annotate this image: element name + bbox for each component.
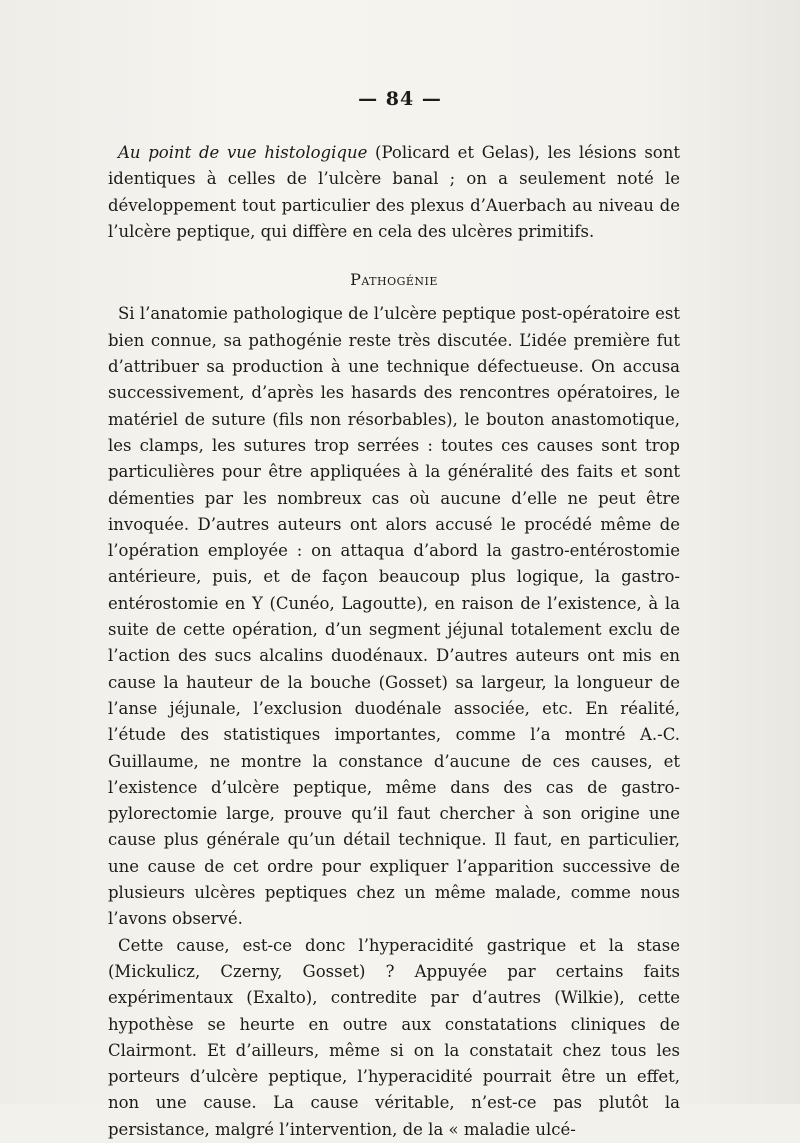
paragraph-hyperacidite: Cette cause, est-ce donc l’hyperacidité gastrique et la stase (Mickulicz, Czerny, Gosset) ? Appuyée par certains faits expérimentaux (Exalto), contredite par d’autres (Wilkie), cette hypothèse se heurte en outre aux constatations cliniques de Clairmont. Et d’ailleurs, même si on la constatait chez tous les porteurs d’ulcère peptique, l’hyperacidité pourrait être un effet, non une cause. La cause véritable, n’est-ce pas plutôt la persistance, malgré l’intervention, de la « maladie ulcé- bbox=[108, 935, 680, 1139]
histology-text: (Policard et Gelas), les lésions sont identiques à celles de l’ulcère banal ; on a seulement noté le développement tout particulier des plexus d’Auerbach au niveau de l’ulcère peptique, qui diffère en cela des ulcères primitifs. bbox=[108, 143, 680, 241]
paragraph-pathogenie: Si l’anatomie pathologique de l’ulcère peptique post-opératoire est bien connue, sa pathogénie reste très discutée. L’idée première fut d’attribuer sa production à une technique défectueuse. On accusa successivement, d’après les hasards des rencontres opératoires, le matériel de suture (fils non résorbables), le bouton anastomotique, les clamps, les sutures trop serrées : toutes ces causes sont trop particulières pour être appliquées à la généralité des faits et sont démenties par les nombreux cas où aucune d’elle ne peut être invoquée. D’autres auteurs ont alors accusé le procédé même de l’opération employée : on attaqua d’abord la gastro-entérostomie antérieure, puis, et de façon beaucoup plus logique, la gastro-entérostomie en Y (Cunéo, Lagoutte), en raison de l’existence, à la suite de cette opération, d’un segment jéjunal totalement exclu de l’action des sucs alcalins duodénaux. D’autres auteurs ont mis en cause la hauteur de la bouche (Gosset) sa largeur, la longueur de l’anse jéjunale, l’exclusion duodénale associée, etc. En réalité, l’étude des statistiques importantes, comme l’a montré A.-C. Guillaume, ne montre la constance d’aucune de ces causes, et l’existence d’ulcère peptique, même dans des cas de gastro-pylorectomie large, prouve qu’il faut chercher à son origine une cause plus générale qu’un détail technique. Il faut, en particulier, une cause de cet ordre pour expliquer l’apparition successive de plusieurs ulcères peptiques chez un même malade, comme nous l’avons observé. bbox=[108, 304, 680, 929]
section-title: Pathogénie bbox=[350, 270, 438, 290]
page-number: — 84 — bbox=[358, 88, 442, 110]
body-text bbox=[108, 140, 680, 1143]
paragraph-histology bbox=[108, 140, 680, 245]
histology-lead: Au point de vue histologique bbox=[118, 143, 368, 162]
